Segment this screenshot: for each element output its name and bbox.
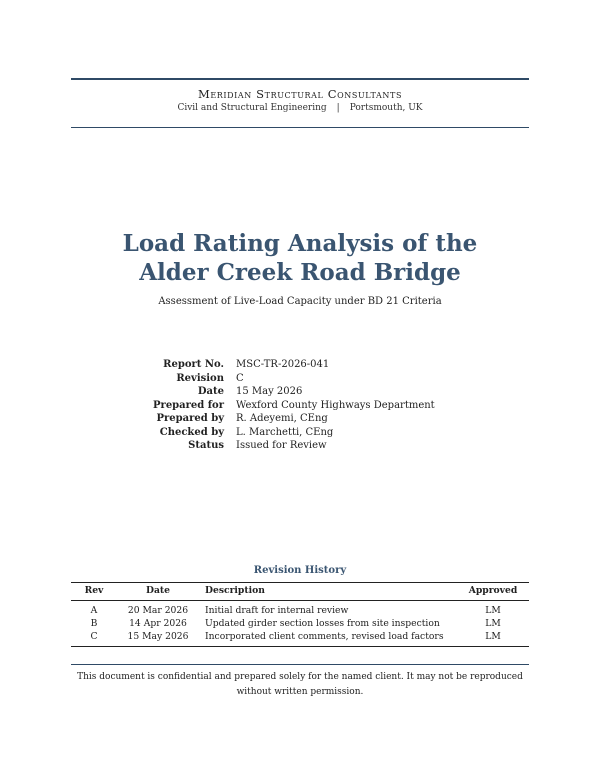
cell-description: Updated girder section losses from site inspection xyxy=(205,618,440,629)
detail-value: Wexford County Highways Department xyxy=(236,399,435,411)
confidentiality-notice: This document is confidential and prepared solely for the named client. It may not be reproduced without written permission. xyxy=(77,672,523,697)
header-top-rule xyxy=(71,78,529,80)
detail-row-prepared-for xyxy=(0,399,600,413)
report-title-line1: Load Rating Analysis of the xyxy=(122,230,478,257)
table-row xyxy=(71,630,529,643)
revision-history-table xyxy=(71,582,529,643)
header-bottom-rule xyxy=(71,127,529,128)
column-header-description: Description xyxy=(199,582,457,601)
firm-name: Meridian Structural Consultants xyxy=(197,87,403,101)
detail-value: L. Marchetti, CEng xyxy=(236,426,334,438)
table-row xyxy=(71,617,529,630)
detail-value: MSC-TR-2026-041 xyxy=(236,359,330,370)
table-bottom-rule xyxy=(71,646,529,647)
table-header-row xyxy=(71,582,529,601)
firm-location: Portsmouth, UK xyxy=(349,103,423,113)
detail-label: Status xyxy=(188,440,224,451)
firm-tagline: Civil and Structural Engineering xyxy=(177,103,327,113)
detail-row-prepared-by xyxy=(0,412,600,426)
detail-row-report-no xyxy=(0,358,600,372)
cell-rev: B xyxy=(90,618,98,629)
cell-date: 20 Mar 2026 xyxy=(127,605,189,616)
detail-value: R. Adeyemi, CEng xyxy=(236,413,328,424)
column-header-date: Date xyxy=(117,582,199,601)
cell-date: 15 May 2026 xyxy=(127,631,189,642)
detail-label: Report No. xyxy=(163,359,224,370)
detail-label: Checked by xyxy=(159,426,224,438)
table-row xyxy=(71,601,529,618)
report-title xyxy=(0,229,600,287)
cell-description: Initial draft for internal review xyxy=(205,605,349,616)
report-title-line2: Alder Creek Road Bridge xyxy=(139,259,461,286)
detail-row-checked-by xyxy=(0,426,600,440)
firm-separator: | xyxy=(336,103,340,113)
detail-value: Issued for Review xyxy=(236,440,327,451)
revision-history-heading: Revision History xyxy=(253,565,347,576)
detail-row-date xyxy=(0,385,600,399)
report-details xyxy=(0,358,600,453)
detail-row-revision xyxy=(0,372,600,386)
detail-label: Prepared by xyxy=(156,413,224,424)
detail-value: 15 May 2026 xyxy=(236,386,303,397)
detail-label: Date xyxy=(197,386,224,397)
report-subtitle: Assessment of Live-Load Capacity under BD 21 Criteria xyxy=(158,296,442,307)
footer-rule xyxy=(71,664,529,665)
cell-rev: C xyxy=(90,631,98,642)
detail-row-status xyxy=(0,439,600,453)
cell-approved: LM xyxy=(485,631,501,642)
detail-label: Revision xyxy=(176,372,224,384)
column-header-approved: Approved xyxy=(457,582,529,601)
cell-approved: LM xyxy=(485,605,501,616)
cell-approved: LM xyxy=(485,618,501,629)
cell-rev: A xyxy=(90,605,98,616)
detail-value: C xyxy=(236,372,244,384)
cell-date: 14 Apr 2026 xyxy=(129,618,187,629)
firm-subline xyxy=(0,103,600,113)
cell-description: Incorporated client comments, revised load factors xyxy=(205,631,444,642)
detail-label: Prepared for xyxy=(153,399,224,411)
column-header-rev: Rev xyxy=(71,582,117,601)
